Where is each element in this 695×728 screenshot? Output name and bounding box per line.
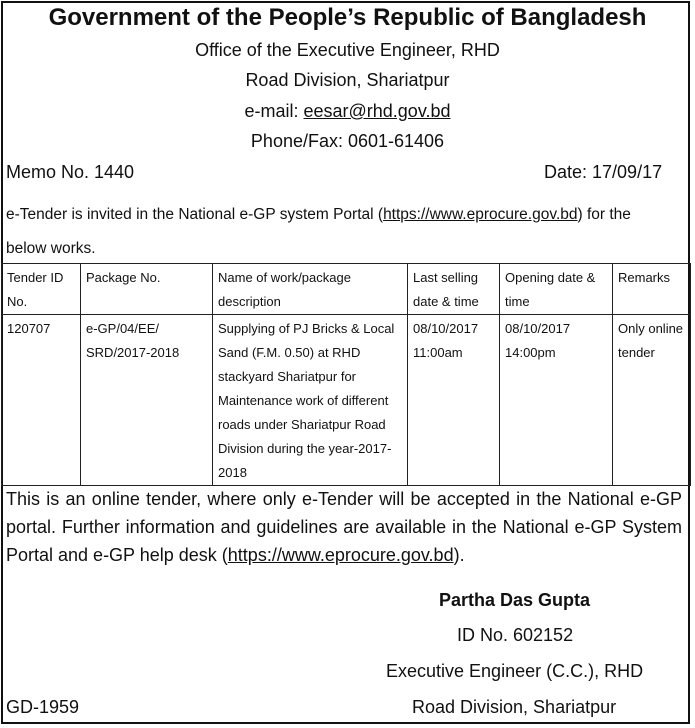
signatory-id: ID No. 602152 (457, 625, 574, 645)
office-name: Office of the Executive Engineer, RHD (195, 40, 500, 60)
signatory-name: Partha Das Gupta (439, 590, 591, 610)
cell-name: Supplying of PJ Bricks & Local Sand (F.M. 0.50) at RHD stackyard Shariatpur for Maintenance work of different roads under Shariatpur Road Division during the year-2017-2018 (213, 315, 408, 486)
cell-last-selling: 08/10/2017 11:00am (408, 315, 500, 486)
header-name: Name of work/package description (213, 264, 408, 315)
memo-date: Date: 17/09/17 (544, 162, 663, 182)
table-row (2, 315, 691, 486)
cell-package: e-GP/04/EE/ SRD/2017-2018 (81, 315, 213, 486)
intro-paragraph (6, 198, 682, 266)
email-line (0, 101, 695, 122)
email-link[interactable]: eesar@rhd.gov.bd (303, 101, 451, 121)
tender-table (1, 263, 691, 486)
footer-text-end: ). (453, 545, 465, 565)
memo-number: Memo No. 1440 (6, 162, 135, 182)
footer-paragraph (6, 485, 682, 569)
cell-remarks: Only online tender (613, 315, 691, 486)
intro-text-end: ) for the (577, 206, 631, 223)
header-opening: Opening date & time (500, 264, 613, 315)
helpdesk-link[interactable]: https://www.eprocure.gov.bd (227, 545, 454, 565)
signatory-title: Executive Engineer (C.C.), RHD (386, 661, 644, 681)
header-tender-id: Tender ID No. (2, 264, 81, 315)
header-package: Package No. (81, 264, 213, 315)
division-name: Road Division, Shariatpur (245, 70, 450, 90)
table-header-row (2, 264, 691, 315)
phone-line: Phone/Fax: 0601-61406 (250, 131, 445, 151)
intro-text-last: below works. (6, 240, 96, 257)
email-label: e-mail: (244, 101, 304, 121)
header-last-selling: Last selling date & time (408, 264, 500, 315)
signatory-division: Road Division, Shariatpur (412, 697, 617, 717)
reference-number: GD-1959 (6, 697, 80, 717)
intro-text: e-Tender is invited in the National e-GP system Portal ( (6, 206, 384, 223)
cell-opening: 08/10/2017 14:00pm (500, 315, 613, 486)
header-remarks: Remarks (613, 264, 691, 315)
page-title: Government of the People’s Republic of Bangladesh (48, 4, 647, 31)
footer-text: This is an online tender, where only e-Tender will be accepted in the National e-GP portal. Further information and guidelines are available in the National e-GP System Portal and e-GP help desk ( (6, 489, 682, 565)
portal-link[interactable]: https://www.eprocure.gov.bd (383, 206, 578, 223)
cell-tender-id: 120707 (2, 315, 81, 486)
